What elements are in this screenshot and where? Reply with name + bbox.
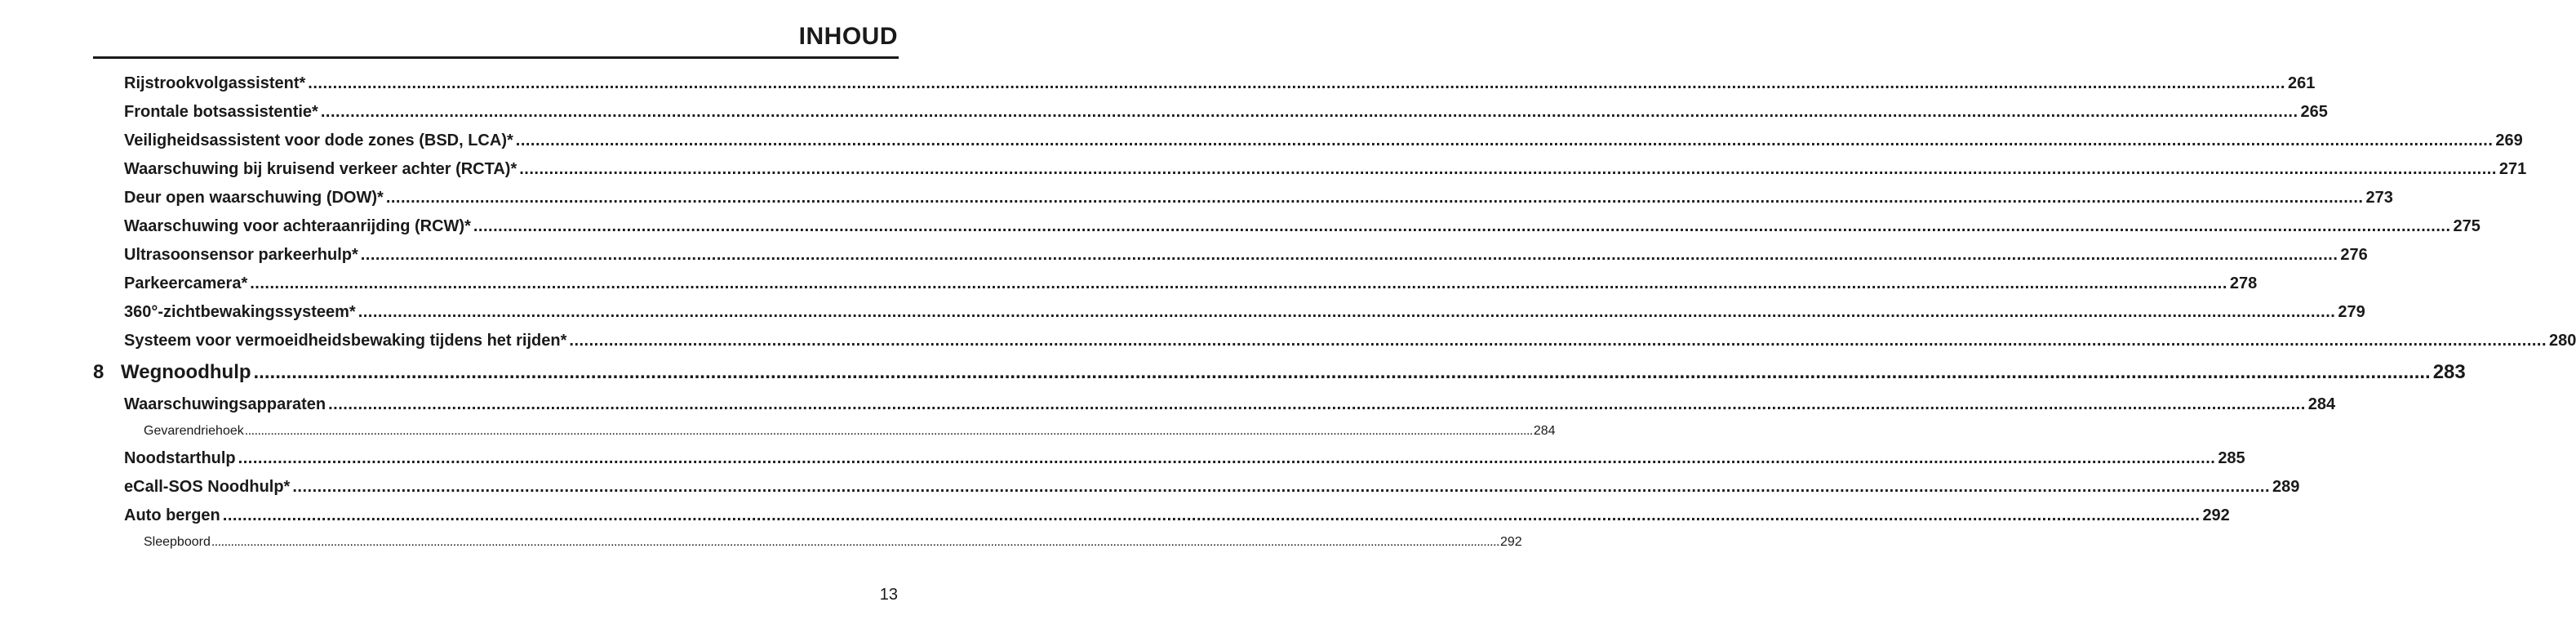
toc-entry-page: 280 xyxy=(2549,332,2576,350)
chapter-title: Wegnoodhulp xyxy=(121,361,251,383)
toc-entry-page: 275 xyxy=(2453,217,2481,235)
dot-leader: ................................................................................................................................................................................................................................................................................................................................................................................................................ xyxy=(222,506,2201,524)
toc-entry-page: 284 xyxy=(2307,395,2336,413)
toc-subentry[interactable] xyxy=(144,422,1556,440)
page-number: 13 xyxy=(879,586,898,604)
toc-entry[interactable] xyxy=(124,394,2336,415)
dot-leader: ................................................................................................................................................................................................................................................................................................................................................................................................................ xyxy=(292,478,2270,496)
toc-entry-title: Waarschuwingsapparaten xyxy=(124,395,326,413)
toc-entry[interactable] xyxy=(124,73,2316,94)
toc-entry-page: 273 xyxy=(2365,189,2393,207)
dot-leader: ................................................................................................................................................................................................................................................................................................................................................................................................................ xyxy=(569,332,2547,350)
toc-entry-page: 292 xyxy=(2202,506,2230,524)
toc-entry-title: Systeem voor vermoeidheidsbewaking tijdens het rijden* xyxy=(124,332,567,350)
toc-entry[interactable] xyxy=(124,273,2258,294)
toc-entry-page: 278 xyxy=(2229,274,2258,292)
chapter-page: 283 xyxy=(2432,361,2466,383)
toc-subentry-page: 284 xyxy=(1533,424,1556,438)
dot-leader: ................................................................................................................................................................................................................................................................................................................................................................................................................ xyxy=(308,74,2285,92)
toc-entry-title: Deur open waarschuwing (DOW)* xyxy=(124,189,384,207)
toc-entry-title: Waarschuwing voor achteraanrijding (RCW)* xyxy=(124,217,471,235)
toc-subentry-title: Gevarendriehoek xyxy=(144,424,244,438)
toc-entry[interactable] xyxy=(124,101,2328,123)
toc-entry[interactable] xyxy=(124,187,2393,208)
toc-entry[interactable] xyxy=(124,301,2365,323)
toc-entry-page: 261 xyxy=(2287,74,2316,92)
toc-entry-title: Veiligheidsassistent voor dode zones (BSD, LCA)* xyxy=(124,132,513,149)
dot-leader: ................................................................................................................................................................................................................................................................................................................................................................................................................ xyxy=(320,103,2298,121)
toc-entry-title: Waarschuwing bij kruisend verkeer achter (RCTA)* xyxy=(124,160,517,178)
toc-entry[interactable] xyxy=(124,448,2245,469)
toc-chapter[interactable] xyxy=(93,360,2466,385)
dot-leader: ................................................................................................................................................................................................................................................................................................................................................................................................................ xyxy=(250,274,2227,292)
dot-leader: ................................................................................................................................................................................................................................................................................................................................................................................................................ xyxy=(360,246,2338,264)
toc-entry-title: Parkeercamera* xyxy=(124,274,248,292)
chapter-number: 8 xyxy=(93,361,104,383)
toc-entry-page: 271 xyxy=(2498,160,2527,178)
toc-entry[interactable] xyxy=(124,330,2576,351)
toc-entry-title: Rijstrookvolgassistent* xyxy=(124,74,306,92)
dot-leader: ................................................................................................................................................................................................................................................................................................................................................................................................................ xyxy=(211,535,1499,549)
toc-entry-title: Ultrasoonsensor parkeerhulp* xyxy=(124,246,358,264)
dot-leader: ................................................................................................................................................................................................................................................................................................................................................................................................................ xyxy=(253,361,2431,383)
dot-leader: ................................................................................................................................................................................................................................................................................................................................................................................................................ xyxy=(473,217,2451,235)
toc-entry-page: 279 xyxy=(2338,303,2365,321)
toc-entry[interactable] xyxy=(124,216,2481,237)
toc-entry-title: Frontale botsassistentie* xyxy=(124,103,318,121)
toc-entry[interactable] xyxy=(124,130,2523,151)
dot-leader: ................................................................................................................................................................................................................................................................................................................................................................................................................ xyxy=(519,160,2497,178)
dot-leader: ................................................................................................................................................................................................................................................................................................................................................................................................................ xyxy=(328,395,2306,413)
dot-leader: ................................................................................................................................................................................................................................................................................................................................................................................................................ xyxy=(238,449,2216,467)
dot-leader: ................................................................................................................................................................................................................................................................................................................................................................................................................ xyxy=(358,303,2336,321)
toc-entry-page: 269 xyxy=(2495,132,2523,149)
toc-entry[interactable] xyxy=(124,158,2527,180)
toc-subentry-page: 292 xyxy=(1499,535,1522,549)
toc-subentry-title: Sleepboord xyxy=(144,535,211,549)
toc-entry-page: 265 xyxy=(2300,103,2328,121)
toc-entry[interactable] xyxy=(124,476,2300,497)
toc-entry-title: Noodstarthulp xyxy=(124,449,236,467)
toc-entry-title: Auto bergen xyxy=(124,506,220,524)
toc-entry-title: 360°-zichtbewakingssysteem* xyxy=(124,303,356,321)
toc-entry-page: 276 xyxy=(2340,246,2368,264)
toc-entry-title: eCall-SOS Noodhulp* xyxy=(124,478,291,496)
header-rule xyxy=(93,56,899,59)
toc-entry-page: 285 xyxy=(2218,449,2245,467)
dot-leader: ................................................................................................................................................................................................................................................................................................................................................................................................................ xyxy=(515,132,2494,149)
toc-entry[interactable] xyxy=(124,244,2368,265)
dot-leader: ................................................................................................................................................................................................................................................................................................................................................................................................................ xyxy=(385,189,2364,207)
header-title: INHOUD xyxy=(798,23,898,50)
toc-subentry[interactable] xyxy=(144,533,1522,551)
toc-entry[interactable] xyxy=(124,505,2230,526)
toc-entry-page: 289 xyxy=(2272,478,2300,496)
dot-leader: ................................................................................................................................................................................................................................................................................................................................................................................................................ xyxy=(244,424,1533,438)
